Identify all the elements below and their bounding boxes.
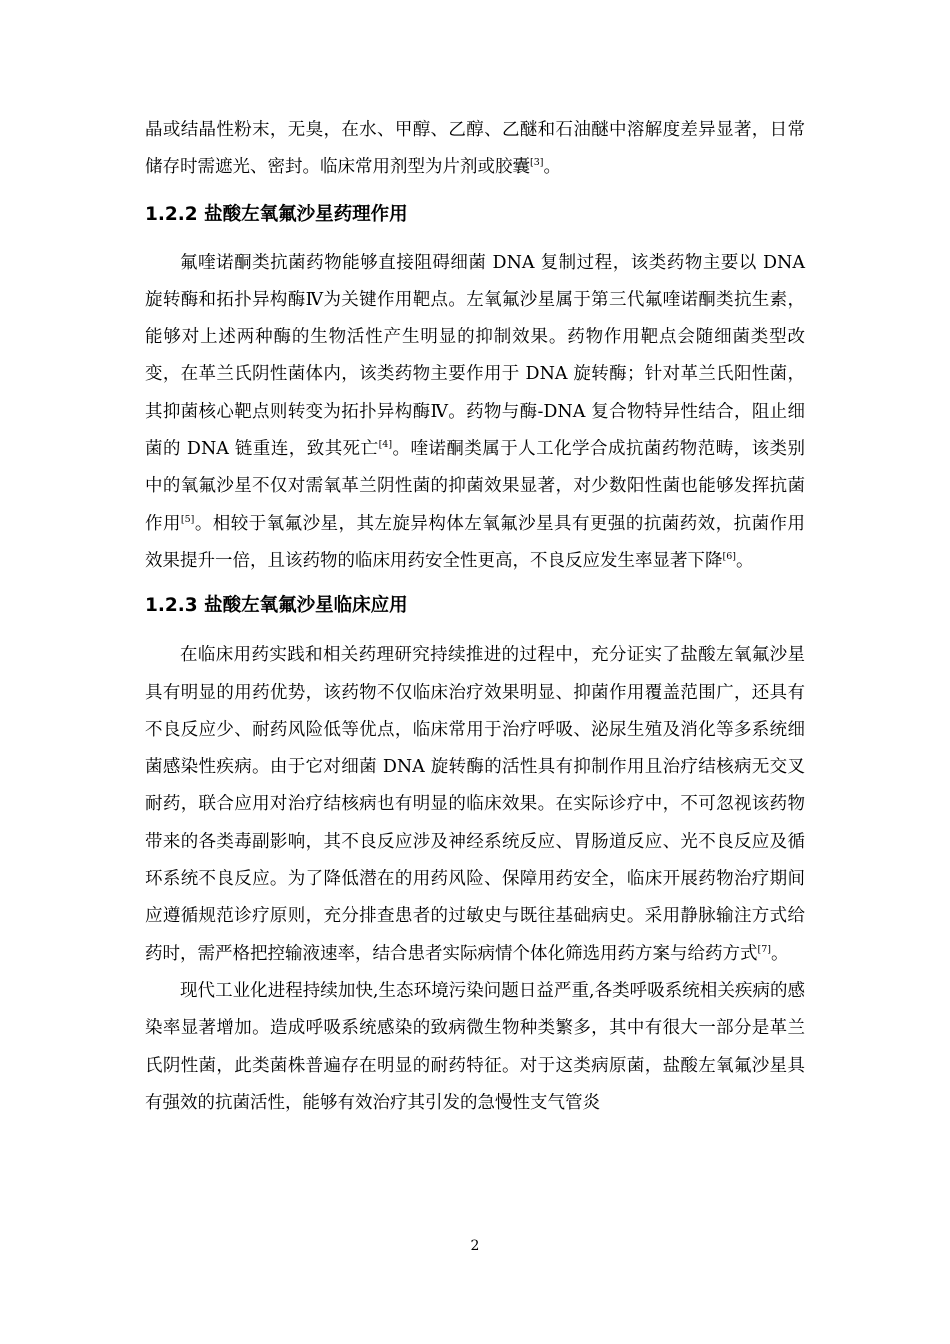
citation-ref-3: [3] [530,157,544,169]
paragraph-tail: 。 [735,550,754,571]
document-body [145,112,805,1122]
citation-ref-7: [7] [757,943,771,955]
paragraph-text: 。喹诺酮类属于人工化学合成抗菌药物范畴，该类别中的氧氟沙星不仅对需氧革兰阴性菌的抑菌效果显著，对少数阳性菌也能够发挥抗菌作用 [145,439,806,534]
paragraph-tail: 。 [543,157,561,178]
paragraph-respiratory-infection [145,973,805,1122]
citation-ref-6: [6] [722,551,736,563]
paragraph-clinical-application [145,637,805,973]
citation-ref-4: [4] [378,439,393,451]
paragraph-tail: 。 [770,943,789,964]
paragraph-text: 现代工业化进程持续加快,生态环境污染问题日益严重,各类呼吸系统相关疾病的感染率显著增加。造成呼吸系统感染的致病微生物种类繁多，其中有很大一部分是革兰氏阴性菌，此类菌株普遍存在明显的耐药特征。对于这类病原菌，盐酸左氧氟沙星具有强效的抗菌活性，能够有效治疗其引发的急慢性支气管炎 [145,980,805,1113]
page-number: 2 [470,1238,480,1254]
section-heading-1-2-3: 1.2.3 盐酸左氧氟沙星临床应用 [145,595,408,617]
citation-ref-5: [5] [180,513,195,525]
paragraph-pharmacology [145,245,805,581]
paragraph-text: 在临床用药实践和相关药理研究持续推进的过程中，充分证实了盐酸左氧氟沙星具有明显的用药优势，该药物不仅临床治疗效果明显、抑菌作用覆盖范围广，还具有不良反应少、耐药风险低等优点，临床常用于治疗呼吸、泌尿生殖及消化等多系统细菌感染性疾病。由于它对细菌 DNA 旋转酶的活性具有抑制作用且治疗结核病无交叉耐药，联合应用对治疗结核病也有明显的临床效果。在实际诊疗中，不可忽视该药物带来的各类毒副影响，其不良反应涉及神经系统反应、胃肠道反应、光不良反应及循环系统不良反应。为了降低潜在的用药风险、保障用药安全，临床开展药物治疗期间应遵循规范诊疗原则，充分排查患者的过敏史与既往基础病史。采用静脉输注方式给药时，需严格把控输液速率，结合患者实际病情个体化筛选用药方案与给药方式 [145,645,805,964]
paragraph-intro [145,112,805,187]
paragraph-text: 。相较于氧氟沙星，其左旋异构体左氧氟沙星具有更强的抗菌药效，抗菌作用效果提升一倍，且该药物的临床用药安全性更高，不良反应发生率显著下降 [145,513,806,571]
paragraph-text: 氟喹诺酮类抗菌药物能够直接阻碍细菌 DNA 复制过程，该类药物主要以 DNA 旋转酶和拓扑异构酶Ⅳ为关键作用靶点。左氧氟沙星属于第三代氟喹诺酮类抗生素，能够对上述两种酶的生物活性产生明显的抑制效果。药物作用靶点会随细菌类型改变，在革兰氏阴性菌体内，该类药物主要作用于 DNA 旋转酶；针对革兰氏阳性菌，其抑菌核心靶点则转变为拓扑异构酶Ⅳ。药物与酶-DNA 复合物特异性结合，阻止细菌的 DNA 链重连，致其死亡 [145,252,805,460]
paragraph-text: 晶或结晶性粉末，无臭，在水、甲醇、乙醇、乙醚和石油醚中溶解度差异显著，日常储存时需遮光、密封。临床常用剂型为片剂或胶囊 [145,120,805,178]
section-heading-1-2-2: 1.2.2 盐酸左氧氟沙星药理作用 [145,203,408,225]
